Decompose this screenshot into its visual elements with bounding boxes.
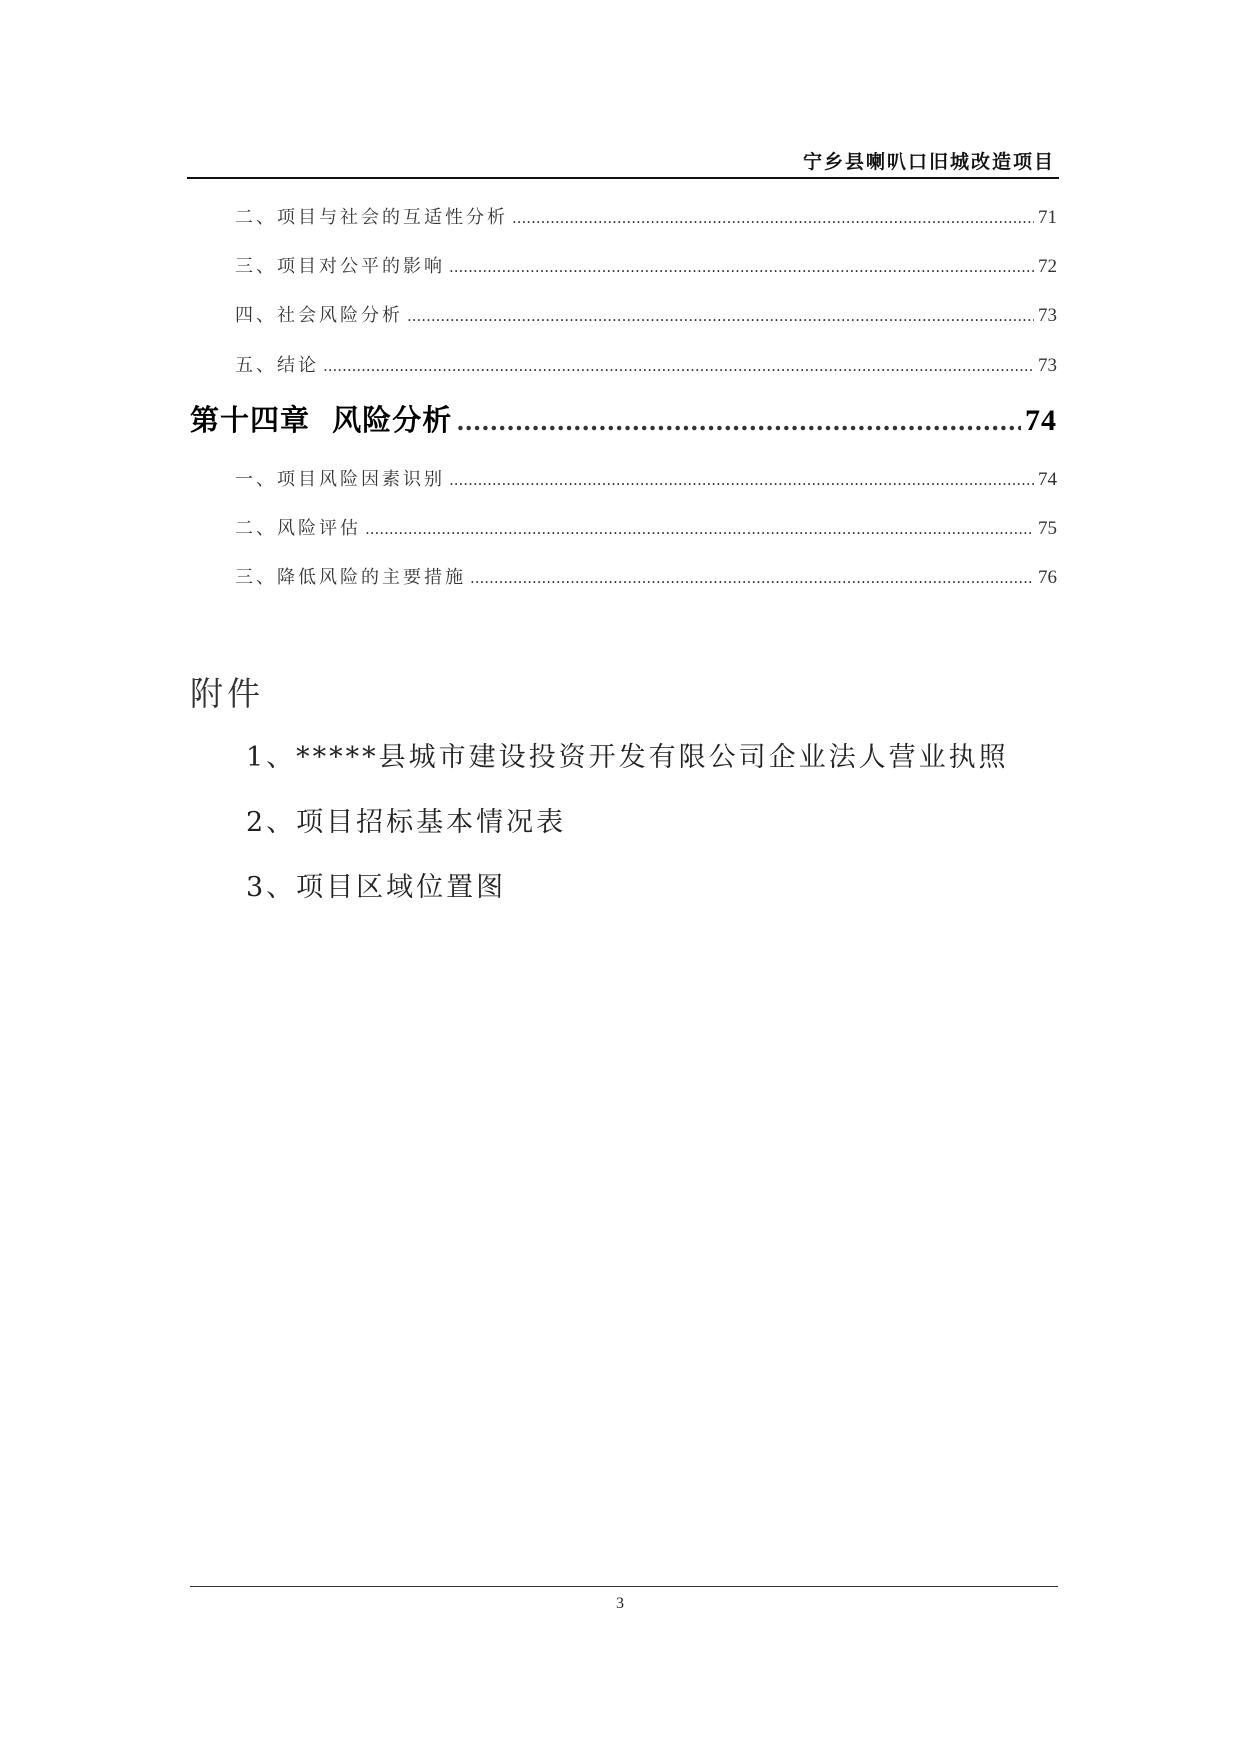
attachment-item: 2、项目招标基本情况表 <box>246 807 567 838</box>
toc-entry-label: 五、结论 <box>235 355 319 376</box>
toc-entry[interactable] <box>235 465 1057 491</box>
toc-entry-label: 三、项目对公平的影响 <box>235 256 445 277</box>
toc-chapter-label: 第十四章 风险分析 <box>190 403 453 437</box>
toc-entry[interactable] <box>235 514 1057 540</box>
toc-entry-page: 73 <box>1038 355 1057 376</box>
dot-leader <box>407 307 1034 325</box>
toc-entry[interactable] <box>235 252 1057 278</box>
toc-entry[interactable] <box>235 563 1057 589</box>
toc-entry-label: 二、项目与社会的互适性分析 <box>235 207 508 228</box>
footer-divider <box>190 1586 1058 1587</box>
attachment-item: 1、*****县城市建设投资开发有限公司企业法人营业执照 <box>246 742 1009 773</box>
toc-entry-label: 一、项目风险因素识别 <box>235 469 445 490</box>
toc-entry[interactable] <box>235 301 1057 327</box>
toc-entry-label: 二、风险评估 <box>235 518 361 539</box>
toc-chapter-page: 74 <box>1025 404 1057 437</box>
toc-entry-label: 四、社会风险分析 <box>235 305 403 326</box>
toc-entry[interactable] <box>235 203 1057 229</box>
toc-entry-page: 74 <box>1038 469 1057 490</box>
toc-entry-page: 75 <box>1038 518 1057 539</box>
dot-leader <box>470 569 1034 587</box>
document-title: 宁乡县喇叭口旧城改造项目 <box>802 151 1055 173</box>
dot-leader <box>449 258 1034 276</box>
dot-leader <box>323 357 1034 375</box>
dot-leader <box>449 471 1034 489</box>
dot-leader <box>365 520 1034 538</box>
dot-leader <box>456 407 1021 436</box>
toc-entry-page: 72 <box>1038 256 1057 277</box>
toc-entry-page: 76 <box>1038 567 1057 588</box>
toc-entry-page: 71 <box>1038 207 1057 228</box>
attachments-heading: 附件 <box>190 674 264 713</box>
toc-entry[interactable] <box>235 351 1057 377</box>
toc-entry-label: 三、降低风险的主要措施 <box>235 567 466 588</box>
attachment-item: 3、项目区域位置图 <box>246 872 507 903</box>
toc-entry-page: 73 <box>1038 305 1057 326</box>
toc-chapter-entry[interactable] <box>190 398 1057 439</box>
header-divider <box>187 177 1059 179</box>
dot-leader <box>512 209 1034 227</box>
page-number: 3 <box>616 1595 624 1612</box>
